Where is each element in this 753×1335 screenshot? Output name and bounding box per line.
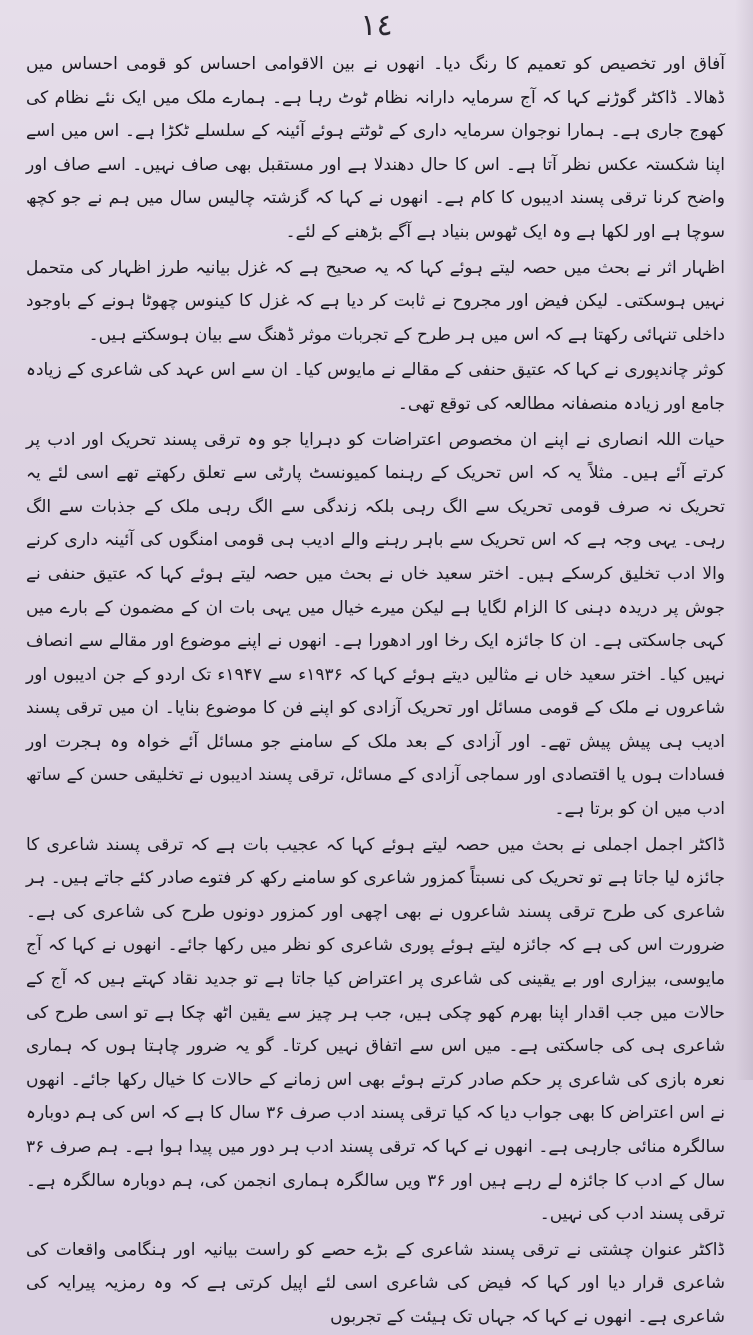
paragraph-4: حیات اللہ انصاری نے اپنے ان مخصوص اعتراضات کو دہرایا جو وہ ترقی پسند تحریک اور ادب پر کرتے آئے ہیں۔ مثلاً یہ کہ اس تحریک کے رہنما کمیونسٹ پارٹی سے تعلق رکھتے تھے اسی لئے یہ تحریک نہ صرف قومی تحریک سے الگ رہی بلکہ زندگی سے الگ رہی ملک کے جذبات سے الگ رہی۔ یہی وجہ ہے کہ اس تحریک سے باہر رہنے والے ادیب ہی قومی امنگوں کی آئینہ داری کرنے والا ادب تخلیق کرسکے ہیں۔ اختر سعید خاں نے بحث میں حصہ لیتے ہوئے کہا کہ عتیق حنفی نے جوش پر دریدہ دہنی کا الزام لگایا ہے لیکن میرے خیال میں یہی بات ان کے مضمون کے بارے میں کہی جاسکتی ہے۔ ان کا جائزہ ایک رخا اور ادھورا ہے۔ انھوں نے اپنے موضوع اور مقالے سے انصاف نہیں کیا۔ اختر سعید خاں نے مثالیں دیتے ہوئے کہا کہ ۱۹۳۶ء سے ۱۹۴۷ء تک اردو کے جن ادیبوں اور شاعروں نے ملک کے قومی مسائل اور تحریک آزادی کو اپنے فن کا موضوع بنایا۔ ان میں ترقی پسند ادیب ہی پیش پیش تھے۔ اور آزادی کے بعد ملک کے سامنے جو مسائل آئے خواہ وہ ہجرت اور فسادات ہوں یا اقتصادی اور سماجی آزادی کے مسائل، ترقی پسند ادیبوں نے تخلیقی حسن کے ساتھ ادب میں ان کو برتا ہے۔ <box>26 429 725 820</box>
paragraph-6: ڈاکٹر عنوان چشتی نے ترقی پسند شاعری کے بڑے حصے کو راست بیانیہ اور ہنگامی واقعات کی شاعری قرار دیا اور کہا کہ فیض کی شاعری اسی لئے اپیل کرتی ہے کہ وہ رمزیہ پیرایہ کی شاعری ہے۔ انھوں نے کہا کہ جہاں تک ہیئت کے تجربوں <box>26 1239 725 1327</box>
page-number: ١٤ <box>360 8 393 43</box>
paragraph-1: آفاق اور تخصیص کو تعمیم کا رنگ دیا۔ انھوں نے بین الاقوامی احساس کو قومی احساس میں ڈھالا۔ ڈاکٹر گوڑنے کہا کہ آج سرمایہ دارانہ نظام ٹوٹ رہا ہے۔ ہمارے ملک میں ایک نئے نظام کی کھوج جاری ہے۔ ہمارا نوجوان سرمایہ داری کے ٹوٹتے ہوئے آئینہ کے سلسلے ٹکڑا ہے۔ اس میں اسے اپنا شکستہ عکس نظر آتا ہے۔ اس کا حال دھندلا ہے اور مستقبل بھی صاف نہیں۔ اسے صاف اور واضح کرنا ترقی پسند ادیبوں کا کام ہے۔ انھوں نے کہا کہ گزشتہ چالیس سال میں ہم نے جو کچھ سوچا ہے اور لکھا ہے وہ ایک ٹھوس بنیاد ہے آگے بڑھنے کے لئے۔ <box>26 54 725 242</box>
body-text <box>26 48 725 1327</box>
paragraph-2: اظہار اثر نے بحث میں حصہ لیتے ہوئے کہا کہ یہ صحیح ہے کہ غزل بیانیہ طرز اظہار کی متحمل نہیں ہوسکتی۔ لیکن فیض اور مجروح نے ثابت کر دیا ہے کہ غزل کا کینوس چھوٹا ہونے کے باوجود داخلی تنہائی رکھتا ہے کہ اس میں ہر طرح کے تجربات موثر ڈھنگ سے بیان ہوسکتے ہیں۔ <box>26 257 725 345</box>
page-edge-shadow <box>735 0 753 1080</box>
paragraph-3: کوثر چاندپوری نے کہا کہ عتیق حنفی کے مقالے نے مایوس کیا۔ ان سے اس عہد کی شاعری کے زیادہ جامع اور زیادہ منصفانہ مطالعہ کی توقع تھی۔ <box>26 360 725 414</box>
paragraph-5: ڈاکٹر اجمل اجملی نے بحث میں حصہ لیتے ہوئے کہا کہ عجیب بات ہے کہ ترقی پسند شاعری کا جائزہ لیا جاتا ہے تو تحریک کی نسبتاً کمزور شاعری کو سامنے رکھ کر فتوے صادر کئے جاتے ہیں۔ ہر شاعری کی طرح ترقی پسند شاعروں نے بھی اچھی اور کمزور دونوں طرح کی شاعری کی ہے۔ ضرورت اس کی ہے کہ جائزہ لیتے ہوئے پوری شاعری کو نظر میں رکھا جائے۔ انھوں نے کہا کہ آج مایوسی، بیزاری اور بے یقینی کی شاعری پر اعتراض کیا جاتا ہے تو جدید نقاد کہتے ہیں کہ آج کے حالات میں جب اقدار اپنا بھرم کھو چکی ہیں، جب ہر چیز سے یقین اٹھ چکا ہے تو اسی طرح کی شاعری ہی کی جاسکتی ہے۔ میں اس سے اتفاق نہیں کرتا۔ گو یہ ضرور چاہتا ہوں کہ ہماری نعرہ بازی کی شاعری پر حکم صادر کرتے ہوئے بھی اس زمانے کے حالات کا خیال رکھا جائے۔ انھوں نے اس اعتراض کا بھی جواب دیا کہ کیا ترقی پسند ادب صرف ۳۶ سال کا ہے کہ اس کی ہم دوبارہ سالگرہ منائی جارہی ہے۔ انھوں نے کہا کہ ترقی پسند ادب ہر دور میں پیدا ہوا ہے۔ ہم صرف ۳۶ سال کے ادب کا جائزہ لے رہے ہیں اور ۳۶ ویں سالگرہ ہماری انجمن کی، ہم دوبارہ سالگرہ ہے۔ ترقی پسند ادب کی نہیں۔ <box>26 834 725 1225</box>
